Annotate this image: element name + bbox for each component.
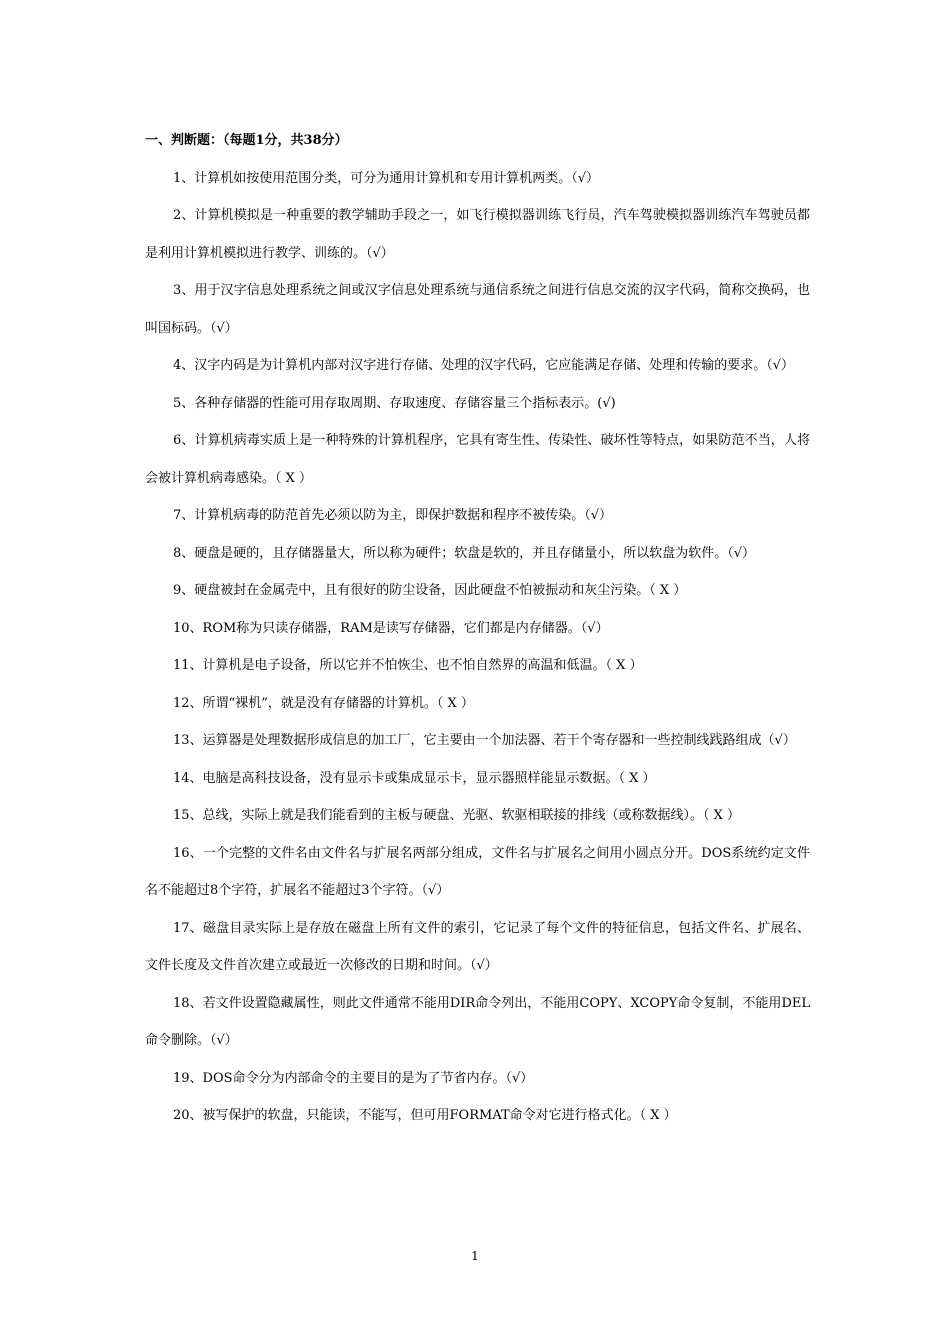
question-9: 9、硬盘被封在金属壳中，且有很好的防尘设备，因此硬盘不怕被振动和灰尘污染。（ X ） [173,583,687,598]
question-11: 11、计算机是电子设备，所以它并不怕恢尘、也不怕自然界的高温和低温。（ X ） [173,658,643,673]
question-20: 20、被写保护的软盘，只能读，不能写，但可用FORMAT命令对它进行格式化。（ X ） [173,1108,677,1123]
question-13: 13、运算器是处理数据形成信息的加工厂，它主要由一个加法器、若干个寄存器和一些控制线践路组成（√） [173,733,796,748]
question-12: 12、所谓“裸机”，就是没有存储器的计算机。（ X ） [173,695,474,711]
question-17: 17、磁盘目录实际上是存放在磁盘上所有文件的索引，它记录了每个文件的特征信息，包括文件名、扩展名、文件长度及文件首次建立或最近一次修改的日期和时间。（√） [145,920,810,973]
question-1: 1、计算机如按使用范围分类，可分为通用计算机和专用计算机两类。（√） [173,170,600,186]
page-number: 1 [471,1249,479,1263]
question-10: 10、ROM称为只读存储器，RAM是读写存储器，它们都是内存储器。（√） [173,620,609,636]
section-title: 一、判断题：（每题1分，共38分） [145,133,348,148]
question-15: 15、总线，实际上就是我们能看到的主板与硬盘、光驱、软驱相联接的排线（或称数据线）。（ X ） [173,808,741,823]
question-5: 5、各种存储器的性能可用存取周期、存取速度、存储容量三个指标表示。(√) [173,395,616,411]
question-7: 7、计算机病毒的防范首先必须以防为主，即保护数据和程序不被传染。（√） [173,508,613,523]
question-16: 16、一个完整的文件名由文件名与扩展名两部分组成，文件名与扩展名之间用小圆点分开。DOS系统约定文件名不能超过8个字符，扩展名不能超过3个字符。（√） [145,845,810,898]
question-19: 19、DOS命令分为内部命令的主要目的是为了节省内存。（√） [173,1070,534,1086]
document-body [145,122,810,1135]
question-3: 3、用于汉字信息处理系统之间或汉字信息处理系统与通信系统之间进行信息交流的汉字代码，简称交换码，也叫国标码。（√） [145,283,810,336]
question-2: 2、计算机模拟是一种重要的教学辅助手段之一，如飞行模拟器训练飞行员，汽车驾驶模拟器训练汽车驾驶员都是利用计算机模拟进行教学、训练的。（√） [145,208,810,261]
question-8: 8、硬盘是硬的，且存储器量大，所以称为硬件；软盘是软的，并且存储量小，所以软盘为软件。（√） [173,545,756,561]
question-6: 6、计算机病毒实质上是一种特殊的计算机程序，它具有寄生性、传染性、破坏性等特点，如果防范不当，人将会被计算机病毒感染。（ X ） [145,433,810,486]
question-14: 14、电脑是高科技设备，没有显示卡或集成显示卡，显示器照样能显示数据。（ X ） [173,770,656,786]
question-18: 18、若文件设置隐藏属性，则此文件通常不能用DIR命令列出，不能用COPY、XCOPY命令复制，不能用DEL命令删除。（√） [145,995,810,1048]
question-4: 4、汉字内码是为计算机内部对汉字进行存储、处理的汉字代码，它应能满足存储、处理和传输的要求。（√） [173,358,795,373]
